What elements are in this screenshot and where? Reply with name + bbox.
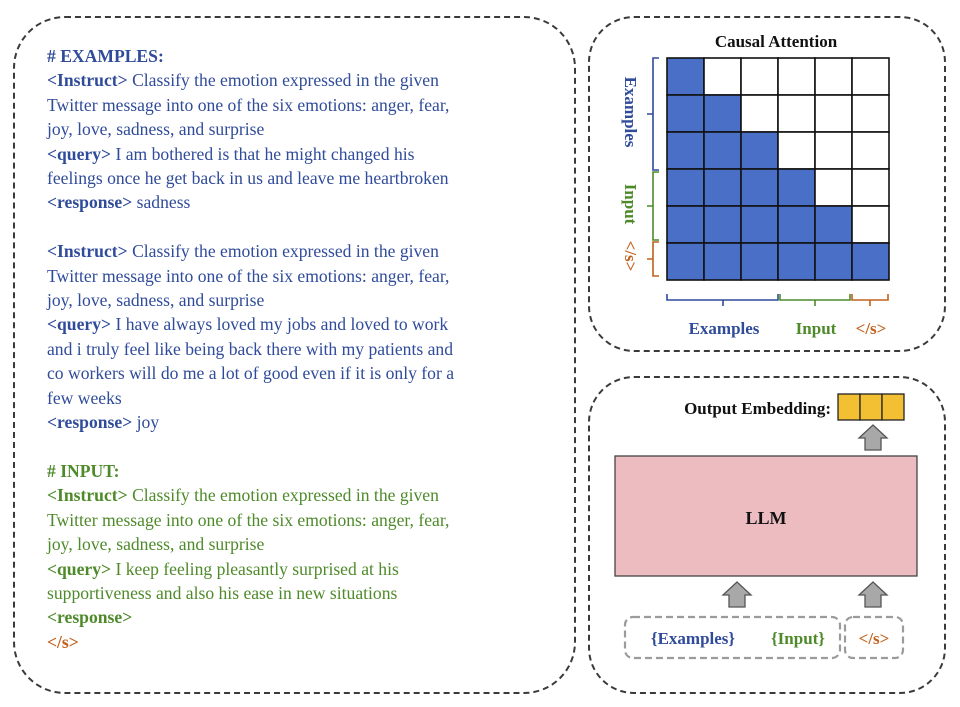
- attention-cell-masked: [852, 95, 889, 132]
- attention-cell-masked: [852, 169, 889, 206]
- up-arrow-icon: [723, 582, 751, 607]
- col-label-eos: </s>: [855, 319, 887, 338]
- input-response-tag: <response>: [47, 607, 133, 628]
- response-tag: <response>: [47, 192, 133, 213]
- row-label-examples: Examples: [621, 76, 640, 148]
- instruct-tag: <Instruct>: [47, 70, 128, 91]
- attention-title: Causal Attention: [714, 32, 838, 51]
- attention-grid: [667, 58, 889, 280]
- attention-cell-attended: [852, 243, 889, 280]
- attention-cell-masked: [852, 206, 889, 243]
- example2-instruct-line: <Instruct> Classify the emotion expressed in the given: [47, 241, 439, 262]
- instruct-tag: <Instruct>: [47, 485, 128, 506]
- attention-cell-attended: [704, 95, 741, 132]
- row-bracket-eos: [647, 242, 659, 276]
- example1-response-line: <response> sadness: [47, 192, 191, 213]
- instruct-tag: <Instruct>: [47, 241, 128, 262]
- response-tag: <response>: [47, 412, 133, 433]
- attention-cell-attended: [667, 169, 704, 206]
- attention-cell-attended: [741, 169, 778, 206]
- causal-attention-diagram: [588, 16, 946, 352]
- example1-query-line: feelings once he get back in us and leave me heartbroken: [47, 168, 449, 189]
- input-query-line: supportiveness and also his ease in new situations: [47, 582, 398, 603]
- up-arrow-icon: [859, 425, 887, 450]
- example2-query-line: <query> I have always loved my jobs and loved to work: [47, 314, 449, 335]
- input-header: # INPUT:: [47, 460, 120, 481]
- attention-cell-attended: [667, 132, 704, 169]
- prompt-text: [47, 44, 567, 654]
- examples-header: # EXAMPLES:: [47, 46, 164, 66]
- embedding-cell: [860, 394, 882, 420]
- eos-tag: </s>: [47, 631, 79, 652]
- attention-cell-masked: [815, 58, 852, 95]
- attention-cell-masked: [778, 95, 815, 132]
- attention-cell-attended: [704, 169, 741, 206]
- up-arrow-icon: [859, 582, 887, 607]
- col-bracket-input: [780, 294, 850, 306]
- input-instruct-line: <Instruct> Classify the emotion expressed in the given: [47, 485, 439, 506]
- embedding-cell: [838, 394, 860, 420]
- col-label-input: Input: [795, 319, 837, 338]
- input-examples-label: {Examples}: [650, 629, 736, 648]
- row-label-eos: </s>: [621, 240, 640, 272]
- example1-instruct-line: joy, love, sadness, and surprise: [47, 119, 265, 140]
- attention-cell-masked: [852, 58, 889, 95]
- attention-cell-attended: [741, 206, 778, 243]
- attention-cell-masked: [815, 169, 852, 206]
- col-label-examples: Examples: [688, 319, 760, 338]
- output-embedding-vector: [838, 394, 904, 420]
- attention-cell-masked: [704, 58, 741, 95]
- attention-cell-attended: [667, 95, 704, 132]
- input-instruct-line: joy, love, sadness, and surprise: [47, 534, 265, 555]
- attention-cell-masked: [852, 132, 889, 169]
- attention-cell-attended: [704, 132, 741, 169]
- attention-cell-masked: [815, 95, 852, 132]
- example1-instruct-line: Twitter message into one of the six emotions: anger, fear,: [47, 94, 450, 115]
- row-bracket-examples: [647, 58, 659, 170]
- attention-cell-attended: [667, 243, 704, 280]
- llm-diagram: [588, 376, 946, 694]
- attention-cell-attended: [667, 58, 704, 95]
- attention-cell-attended: [667, 206, 704, 243]
- example2-instruct-line: joy, love, sadness, and surprise: [47, 290, 265, 311]
- attention-cell-attended: [704, 243, 741, 280]
- query-tag: <query>: [47, 558, 112, 579]
- embedding-cell: [882, 394, 904, 420]
- attention-cell-masked: [778, 58, 815, 95]
- attention-cell-attended: [741, 243, 778, 280]
- attention-cell-masked: [815, 132, 852, 169]
- attention-cell-attended: [815, 243, 852, 280]
- attention-cell-attended: [778, 169, 815, 206]
- col-bracket-examples: [667, 294, 778, 306]
- input-input-label: {Input}: [770, 629, 826, 648]
- query-tag: <query>: [47, 314, 112, 335]
- example2-response-line: <response> joy: [47, 412, 160, 433]
- query-tag: <query>: [47, 143, 112, 164]
- input-query-line: <query> I keep feeling pleasantly surprised at his: [47, 558, 399, 579]
- llm-label: LLM: [745, 508, 787, 528]
- row-label-input: Input: [621, 183, 640, 225]
- input-instruct-line: Twitter message into one of the six emotions: anger, fear,: [47, 509, 450, 530]
- row-bracket-input: [647, 172, 659, 240]
- col-bracket-eos: [852, 294, 888, 306]
- attention-cell-masked: [741, 58, 778, 95]
- example2-query-line: few weeks: [47, 387, 122, 408]
- example2-instruct-line: Twitter message into one of the six emotions: anger, fear,: [47, 265, 450, 286]
- example1-instruct-line: <Instruct> Classify the emotion expressed in the given: [47, 70, 439, 91]
- attention-cell-attended: [778, 243, 815, 280]
- attention-cell-attended: [778, 206, 815, 243]
- attention-cell-attended: [704, 206, 741, 243]
- example1-query-line: <query> I am bothered is that he might changed his: [47, 143, 415, 164]
- attention-cell-masked: [778, 132, 815, 169]
- example2-query-line: co workers will do me a lot of good even if it is only for a: [47, 363, 455, 384]
- output-embedding-label: Output Embedding:: [684, 399, 831, 418]
- example2-query-line: and i truly feel like being back there with my patients and: [47, 338, 453, 359]
- attention-cell-attended: [741, 132, 778, 169]
- attention-cell-attended: [815, 206, 852, 243]
- attention-cell-masked: [741, 95, 778, 132]
- input-eos-label: </s>: [858, 629, 890, 648]
